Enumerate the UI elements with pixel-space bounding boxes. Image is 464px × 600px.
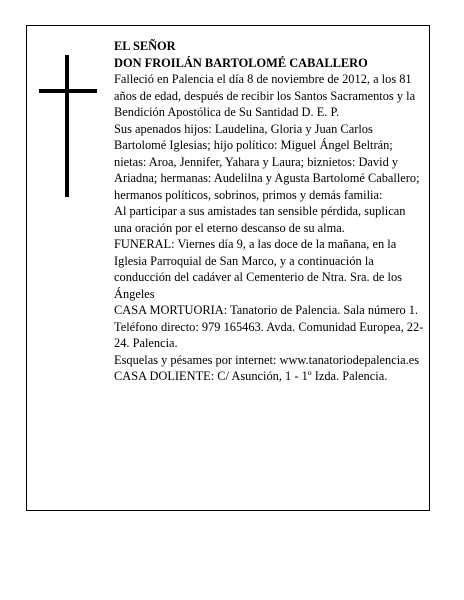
deceased-name: DON FROILÁN BARTOLOMÉ CABALLERO: [114, 55, 368, 70]
funeral-details: FUNERAL: Viernes día 9, a las doce de la mañana, en la Iglesia Parroquial de San Marco, y a continuación la conducción del cadáver al Cementerio de Ntra. Sra. de los Ángeles: [114, 237, 402, 301]
cross-horizontal-bar: [39, 89, 97, 93]
online-condolences: Esquelas y pésames por internet: www.tanatoriodepalencia.es: [114, 352, 420, 367]
notice-title-line-1: EL SEÑOR: [114, 39, 176, 53]
obituary-notice: [26, 25, 430, 511]
notice-text: [114, 38, 426, 385]
cross-icon: [39, 55, 97, 197]
family-home-address: CASA DOLIENTE: C/ Asunción, 1 - 1º Izda. Palencia.: [114, 369, 388, 383]
death-announcement: Falleció en Palencia el día 8 de noviembre de 2012, a los 81 años de edad, después de recibir los Santos Sacramentos y la Bendición Apostólica de Su Santidad D. E. P.: [114, 72, 416, 119]
mortuary-details: CASA MORTUORIA: Tanatorio de Palencia. Sala número 1. Teléfono directo: 979 165463. Avda. Comunidad Europea, 22-24. Palencia.: [114, 303, 424, 350]
prayer-request: Al participar a sus amistades tan sensible pérdida, suplican una oración por el eterno descanso de su alma.: [114, 204, 406, 235]
cross-vertical-bar: [65, 55, 69, 197]
family-list: Sus apenados hijos: Laudelina, Gloria y Juan Carlos Bartolomé Iglesias; hijo político: Miguel Ángel Beltrán; nietas: Aroa, Jennifer, Yahara y Laura; biznietos: David y Ariadna; hermanas: Audelilna y Agusta Bartolomé Caballero; hermanos políticos, sobrinos, primos y demás familia:: [114, 121, 420, 202]
